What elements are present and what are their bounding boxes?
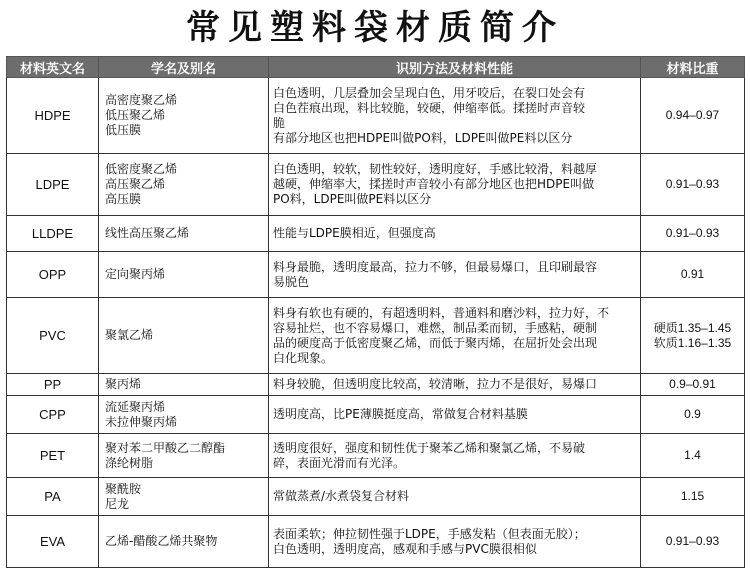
cell-scientific-name	[99, 154, 269, 216]
header-density: 材料比重	[641, 57, 745, 78]
header-scientific-name: 学名及别名	[99, 57, 269, 78]
cell-scientific-name-line: 低压聚乙烯	[105, 108, 166, 122]
cell-scientific-name-line: 未拉伸聚丙烯	[105, 414, 178, 429]
cell-density	[641, 78, 745, 154]
table-row	[7, 516, 745, 568]
cell-scientific-name-line: 聚丙烯	[105, 377, 142, 391]
cell-density-line: 0.9–0.91	[669, 377, 716, 391]
materials-table	[6, 56, 745, 568]
cell-density-line: 0.94–0.97	[665, 108, 720, 122]
cell-english-name: CPP	[7, 396, 99, 434]
cell-english-name: PP	[7, 374, 99, 396]
cell-description	[269, 216, 641, 252]
page-title: 常见塑料袋材质简介	[186, 8, 564, 48]
cell-density-line: 硬质1.35–1.45	[653, 320, 732, 335]
table-row	[7, 154, 745, 216]
cell-scientific-name-line: 乙烯-醋酸乙烯共聚物	[105, 534, 218, 548]
cell-description-line: 透明度很好，强度和韧性优于聚苯乙烯和聚氯乙烯，不易破	[273, 440, 586, 455]
cell-description	[269, 516, 641, 568]
cell-description-line: 白色透明，较软，韧性较好，透明度好，手感比较滑，料越厚	[273, 162, 598, 176]
cell-density	[641, 298, 745, 374]
cell-density	[641, 216, 745, 252]
cell-scientific-name-line: 低压膜	[105, 123, 142, 137]
cell-scientific-name-line: 低密度聚乙烯	[105, 162, 178, 176]
cell-density-line: 0.91	[680, 267, 705, 281]
cell-scientific-name-line: 聚对苯二甲酸乙二醇酯	[105, 440, 226, 455]
cell-english-name: PVC	[7, 298, 99, 374]
table-row	[7, 298, 745, 374]
cell-description	[269, 396, 641, 434]
cell-density	[641, 396, 745, 434]
table-row	[7, 396, 745, 434]
cell-scientific-name-line: 高压聚乙烯	[105, 177, 166, 191]
cell-density	[641, 478, 745, 516]
cell-description-line: 料身有软也有硬的，有超透明料，普通料和磨沙料，拉力好，不	[273, 305, 610, 320]
cell-scientific-name	[99, 78, 269, 154]
cell-density-line: 0.91–0.93	[665, 177, 720, 191]
cell-scientific-name	[99, 478, 269, 516]
cell-density	[641, 252, 745, 298]
cell-description	[269, 478, 641, 516]
table-row	[7, 216, 745, 252]
cell-density-line: 软质1.16–1.35	[653, 335, 732, 350]
cell-description-line: 常做蒸煮/水煮袋复合材料	[273, 489, 410, 503]
cell-description-line: 越硬，伸缩率大，揉搓时声音较小有部分地区也把HDPE叫做	[273, 177, 595, 191]
cell-description-line: 料身较脆，但透明度比较高，较清晰，拉力不是很好，易爆口	[273, 377, 598, 391]
cell-scientific-name	[99, 516, 269, 568]
cell-english-name: HDPE	[7, 78, 99, 154]
cell-description	[269, 78, 641, 154]
cell-description	[269, 298, 641, 374]
cell-density-line: 1.4	[684, 448, 701, 462]
cell-description-line: 脆	[273, 115, 286, 130]
cell-description-line: 白化现象。	[273, 350, 334, 365]
cell-description-line: 碎，表面光滑而有光泽。	[273, 455, 406, 470]
cell-scientific-name	[99, 434, 269, 478]
table-row	[7, 434, 745, 478]
table-header-row	[7, 57, 745, 78]
cell-description-line: 透明度高，比PE薄膜挺度高，常做复合材料基膜	[273, 407, 528, 421]
cell-density	[641, 374, 745, 396]
cell-description-line: 有部分地区也把HDPE叫做PO料，LDPE叫做PE料以区分	[273, 130, 573, 145]
header-identification: 识别方法及材料性能	[269, 57, 641, 78]
cell-description-line: 白色透明，几层叠加会呈现白色，用牙咬后，在裂口处会有	[273, 85, 586, 100]
header-english-name: 材料英文名	[7, 57, 99, 78]
cell-description-line: PO料，LDPE叫做PE料以区分	[273, 192, 432, 206]
cell-description-line: 易脱色	[273, 274, 310, 289]
cell-scientific-name-line: 线性高压聚乙烯	[105, 226, 190, 240]
cell-scientific-name-line: 涤纶树脂	[105, 455, 154, 470]
cell-description-line: 料身最脆，透明度最高，拉力不够，但最易爆口，且印刷最容	[273, 259, 598, 274]
cell-description	[269, 154, 641, 216]
cell-density-line: 0.91–0.93	[665, 226, 720, 240]
cell-description-line: 品的硬度高于低密度聚乙烯，而低于聚丙烯，在屈折处会出现	[273, 335, 598, 350]
cell-scientific-name	[99, 298, 269, 374]
table-row	[7, 478, 745, 516]
table-row	[7, 252, 745, 298]
cell-scientific-name	[99, 252, 269, 298]
cell-scientific-name	[99, 374, 269, 396]
table-row	[7, 78, 745, 154]
cell-scientific-name	[99, 216, 269, 252]
cell-english-name: PA	[7, 478, 99, 516]
cell-english-name: OPP	[7, 252, 99, 298]
cell-description	[269, 252, 641, 298]
cell-scientific-name-line: 聚酰胺	[105, 481, 142, 496]
cell-density	[641, 434, 745, 478]
cell-density-line: 0.9	[684, 407, 701, 421]
table-row	[7, 374, 745, 396]
cell-description	[269, 434, 641, 478]
cell-english-name: LDPE	[7, 154, 99, 216]
cell-description-line: 性能与LDPE膜相近，但强度高	[273, 226, 436, 240]
cell-english-name: PET	[7, 434, 99, 478]
cell-description-line: 容易扯烂，也不容易爆口，难燃，制品柔而韧，手感粘，硬制	[273, 320, 598, 335]
cell-scientific-name	[99, 396, 269, 434]
cell-description-line: 白色透明，透明度高，感观和手感与PVC膜很相似	[273, 541, 537, 556]
cell-scientific-name-line: 定向聚丙烯	[105, 267, 166, 281]
cell-description-line: 白色茬痕出现，料比较脆，较硬，伸缩率低。揉搓时声音较	[273, 100, 586, 115]
cell-description-line: 表面柔软；伸拉韧性强于LDPE，手感发粘（但表面无胶）；	[273, 526, 586, 541]
cell-density	[641, 516, 745, 568]
cell-scientific-name-line: 流延聚丙烯	[105, 399, 166, 414]
cell-english-name: EVA	[7, 516, 99, 568]
cell-english-name: LLDPE	[7, 216, 99, 252]
cell-scientific-name-line: 高压膜	[105, 192, 142, 206]
cell-scientific-name-line: 聚氯乙烯	[105, 328, 154, 342]
cell-scientific-name-line: 尼龙	[105, 496, 130, 511]
cell-density-line: 0.91–0.93	[665, 534, 720, 548]
cell-density	[641, 154, 745, 216]
cell-density-line: 1.15	[680, 489, 705, 503]
cell-description	[269, 374, 641, 396]
cell-scientific-name-line: 高密度聚乙烯	[105, 93, 178, 107]
